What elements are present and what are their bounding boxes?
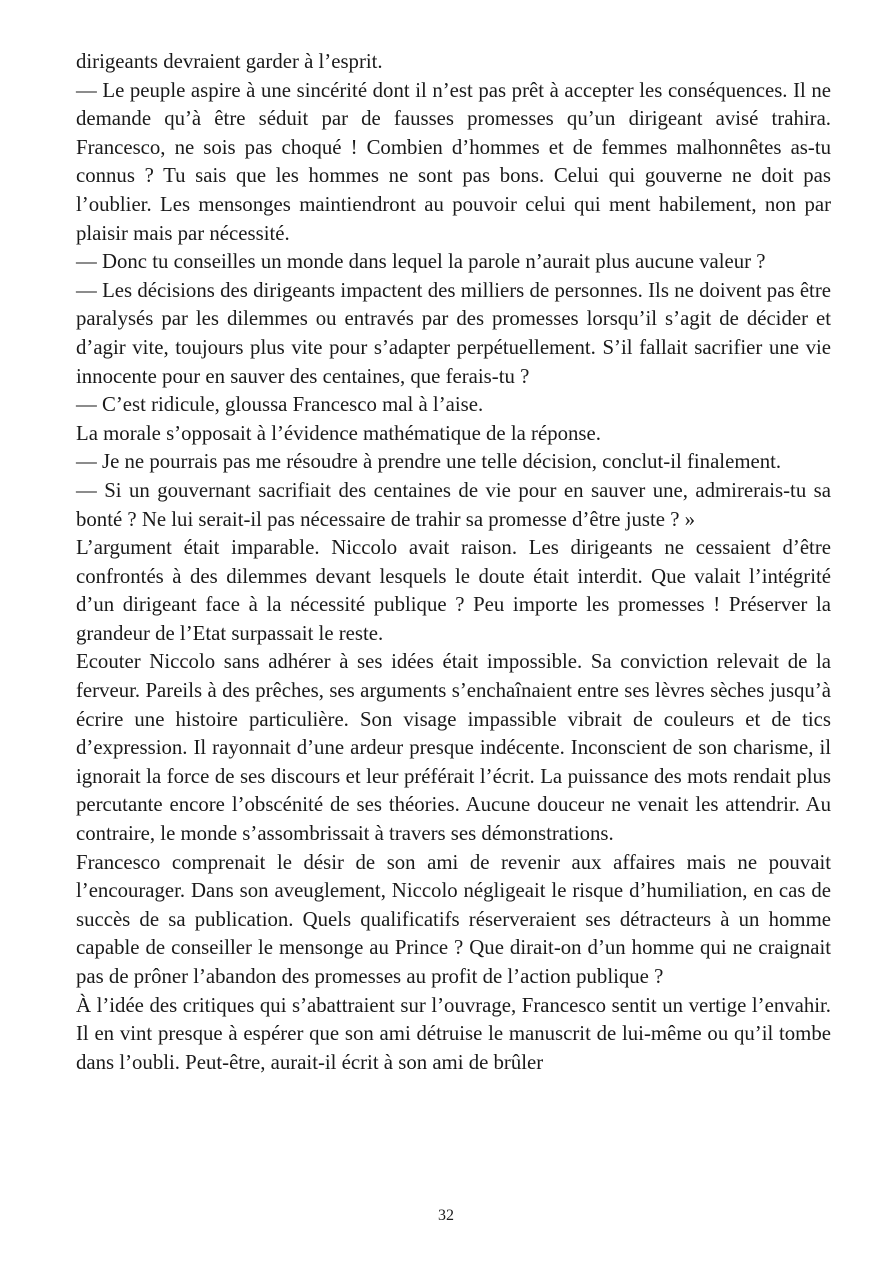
page-number: 32 [438,1207,454,1224]
paragraph: À l’idée des critiques qui s’abattraient sur l’ouvrage, Francesco sentit un vertige l’envahir. Il en vint presque à espérer que son ami détruise le manuscrit de lui-même ou qu’il tombe dans l’oubli. Peut-être, aurait-il écrit à son ami de brûler [76,993,831,1074]
paragraph: dirigeants devraient garder à l’esprit. [76,50,383,73]
paragraph: — Donc tu conseilles un monde dans lequel la parole n’aurait plus aucune valeur ? [76,250,766,274]
paragraph: — C’est ridicule, gloussa Francesco mal à l’aise. [76,393,484,417]
paragraph: L’argument était imparable. Niccolo avait raison. Les dirigeants ne cessaient d’être confrontés à des dilemmes devant lesquels le doute était interdit. Que valait l’intégrité d’un dirigeant face à la nécessité publique ? Peu importe les promesses ! Préserver la grandeur de l’Etat surpassait le reste. [76,536,831,645]
paragraph: — Les décisions des dirigeants impactent des milliers de personnes. Ils ne doivent pas être paralysés par les dilemmes ou entravés par des promesses lorsqu’il s’agit de décider et d’agir vite, toujours plus vite pour s’adapter perpétuellement. S’il fallait sacrifier une vie innocente pour en sauver des centaines, que ferais-tu ? [76,278,831,388]
paragraph: Ecouter Niccolo sans adhérer à ses idées était impossible. Sa conviction relevait de la ferveur. Pareils à des prêches, ses arguments s’enchaînaient entre ses lèvres sèches jusqu’à écrire une histoire particulière. Son visage impassible vibrait de couleurs et de tics d’expression. Il rayonnait d’une ardeur presque indécente. Inconscient de son charisme, il ignorait la force de ses discours et leur préférait l’écrit. La puissance des mots rendait plus percutante encore l’obscénité de ses théories. Aucune douceur ne venait les attendrir. Au contraire, le monde s’assombrissait à travers ses démonstrations. [76,650,831,846]
paragraph: Francesco comprenait le désir de son ami de revenir aux affaires mais ne pouvait l’encourager. Dans son aveuglement, Niccolo négligeait le risque d’humiliation, en cas de succès de sa publication. Quels qualificatifs réserveraient ses détracteurs à un homme capable de conseiller le mensonge au Prince ? Que dirait-on d’un homme qui ne craignait pas de prôner l’abandon des promesses au profit de l’action publique ? [76,850,831,988]
page-body [76,48,831,1077]
paragraph: — Le peuple aspire à une sincérité dont il n’est pas prêt à accepter les conséquences. Il ne demande qu’à être séduit par de fausses promesses qu’un dirigeant avisé trahira. Francesco, ne sois pas choqué ! Combien d’hommes et de femmes malhonnêtes as-tu connus ? Tu sais que les hommes ne sont pas bons. Celui qui gouverne ne doit pas l’oublier. Les mensonges maintiendront au pouvoir celui qui ment habilement, non par plaisir mais par nécessité. [76,78,831,245]
paragraph: — Je ne pourrais pas me résoudre à prendre une telle décision, conclut-il finalement. [76,450,782,474]
paragraph: La morale s’opposait à l’évidence mathématique de la réponse. [76,421,601,445]
paragraph: — Si un gouvernant sacrifiait des centaines de vie pour en sauver une, admirerais-tu sa bonté ? Ne lui serait-il pas nécessaire de trahir sa promesse d’être juste ? » [76,478,831,531]
